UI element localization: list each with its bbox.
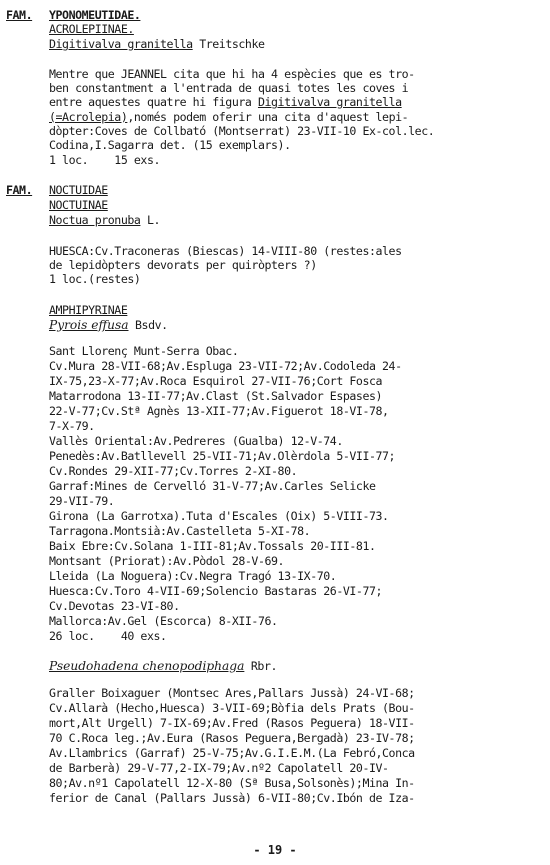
locality-count: 26 loc. 40 exs.	[49, 629, 167, 643]
text-line: 22-V-77;Cv.Stª Agnès 13-XII-77;Av.Figuerot 18-VI-78,	[49, 404, 389, 418]
family-name: YPONOMEUTIDAE.	[49, 8, 141, 22]
text-line: HUESCA:Cv.Traconeras (Biescas) 14-VIII-80 (restes:ales	[49, 244, 402, 258]
text-line: Vallès Oriental:Av.Pedreres (Gualba) 12-V-74.	[49, 434, 343, 448]
subfamily-name: NOCTUINAE	[49, 198, 108, 212]
text-line: entre aquestes quatre hi figura Digitivalva granitella	[49, 95, 402, 109]
text-line: 7-X-79.	[49, 419, 95, 433]
text-line: Matarrodona 13-II-77;Av.Clast (St.Salvador Espases)	[49, 389, 383, 403]
text-line: Cv.Rondes 29-XII-77;Cv.Torres 2-XI-80.	[49, 464, 298, 478]
text-line: de lepidòpters devorats per quiròpters ?)	[49, 258, 317, 272]
text-line: ferior de Canal (Pallars Jussà) 6-VII-80;Cv.Ibón de Iza-	[49, 791, 415, 805]
text-line: mort,Alt Urgell) 7-IX-69;Av.Fred (Rasos Peguera) 18-VII-	[49, 716, 415, 730]
text-line: (=Acrolepia),només podem oferir una cita d'aquest lepi-	[49, 110, 409, 124]
locality-count: 1 loc. 15 exs.	[49, 153, 161, 167]
family-name: NOCTUIDAE	[49, 183, 108, 197]
text-line: Cv.Mura 28-VII-68;Av.Espluga 23-VII-72;Av.Codoleda 24-	[49, 359, 402, 373]
text-line: Penedès:Av.Batllevell 25-VII-71;Av.Olèrdola 5-VII-77;	[49, 449, 396, 463]
text-line: IX-75,23-X-77;Av.Roca Esquirol 27-VII-76;Cort Fosca	[49, 374, 383, 388]
text-line: Cv.Allarà (Hecho,Huesca) 3-VII-69;Bòfia dels Prats (Bou-	[49, 701, 415, 715]
subfamily-name: ACROLEPIINAE.	[49, 22, 134, 36]
text-line: Garraf:Mines de Cervelló 31-V-77;Av.Carles Selicke	[49, 479, 376, 493]
page-number: - 19 -	[253, 843, 297, 857]
species-heading: Noctua pronuba L.	[49, 213, 161, 227]
text-line: 29-VII-79.	[49, 494, 115, 508]
text-line: Cv.Devotas 23-VI-80.	[49, 599, 180, 613]
text-line: 70 C.Roca leg.;Av.Eura (Rasos Peguera,Bergadà) 23-IV-78;	[49, 731, 415, 745]
text-line: Sant Llorenç Munt-Serra Obac.	[49, 344, 239, 358]
text-line: Tarragona.Montsià:Av.Castelleta 5-XI-78.	[49, 524, 311, 538]
species-heading: Digitivalva granitella Treitschke	[49, 37, 265, 51]
text-line: Girona (La Garrotxa).Tuta d'Escales (Oix) 5-VIII-73.	[49, 509, 389, 523]
species-heading: Pseudohadena chenopodiphaga Rbr.	[49, 659, 278, 673]
text-line: Huesca:Cv.Toro 4-VII-69;Solencio Bastaras 26-VI-77;	[49, 584, 383, 598]
text-line: Av.Llambrics (Garraf) 25-V-75;Av.G.I.E.M.(La Febró,Conca	[49, 746, 415, 760]
text-line: Mentre que JEANNEL cita que hi ha 4 espècies que es tro-	[49, 67, 415, 81]
text-line: 80;Av.nº1 Capolatell 12-X-80 (Sª Busa,Solsonès);Mina In-	[49, 776, 415, 790]
text-line: ben constantment a l'entrada de quasi totes les coves i	[49, 81, 409, 95]
text-line: Graller Boixaguer (Montsec Ares,Pallars Jussà) 24-VI-68;	[49, 686, 415, 700]
text-line: Mallorca:Av.Gel (Escorca) 8-XII-76.	[49, 614, 278, 628]
text-line: dòpter:Coves de Collbató (Montserrat) 23-VII-10 Ex-col.lec.	[49, 124, 435, 138]
family-label: FAM.	[6, 183, 33, 197]
text-line: de Barberà) 29-V-77,2-IX-79;Av.nº2 Capolatell 20-IV-	[49, 761, 389, 775]
text-line: Montsant (Priorat):Av.Pòdol 28-V-69.	[49, 554, 285, 568]
text-line: Baix Ebre:Cv.Solana 1-III-81;Av.Tossals 20-III-81.	[49, 539, 376, 553]
text-line: Codina,I.Sagarra det. (15 exemplars).	[49, 138, 291, 152]
family-label: FAM.	[6, 8, 33, 22]
locality-count: 1 loc.(restes)	[49, 272, 141, 286]
subfamily-name: AMPHIPYRINAE	[49, 303, 128, 317]
text-line: Lleida (La Noguera):Cv.Negra Tragó 13-IX-70.	[49, 569, 337, 583]
species-heading: Pyrois effusa Bsdv.	[49, 318, 168, 332]
